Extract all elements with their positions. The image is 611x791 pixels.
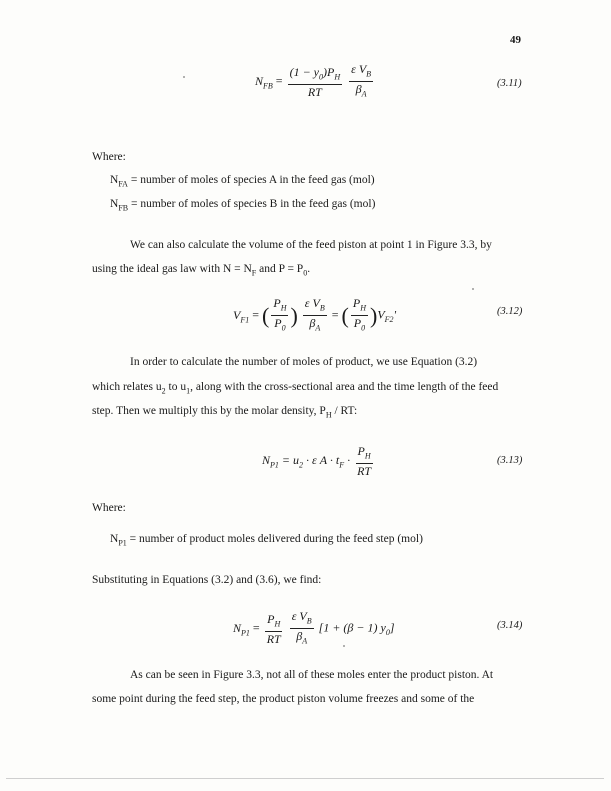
where-label-2: Where: xyxy=(92,502,126,514)
paragraph-3: Substituting in Equations (3.2) and (3.6), we find: xyxy=(92,574,322,586)
paragraph-2-line-3: step. Then we multiply this by the molar density, $P_H$ / RT: xyxy=(92,405,358,420)
equation-3-11: $N_{FB}$ = $\frac{(1 - y_0)P_H}{RT}$ $\frac{\varepsilon V_B}{\beta_A}$ xyxy=(255,62,375,102)
equation-label-3-12: (3.12) xyxy=(497,306,523,317)
scan-speck xyxy=(343,645,345,647)
eq-fraction-2: $\frac{\varepsilon V_B}{\beta_A}$ xyxy=(351,62,372,99)
scan-speck xyxy=(183,76,185,78)
equation-label-3-13: (3.13) xyxy=(497,455,523,466)
paragraph-2-line-2: which relates $u_2$ to $u_1$, along with the cross-sectional area and the time length of the feed xyxy=(92,381,499,396)
page-bottom-edge xyxy=(6,778,604,779)
equation-3-13: $N_{P1} = u_2 \cdot \varepsilon$ $A \cdot t_F$ · $\frac{P_H}{RT}$ xyxy=(262,444,372,479)
where-label-1: Where: xyxy=(92,151,126,163)
definition-np1: $N_{P1}$ = number of product moles delivered during the feed step (mol) xyxy=(110,533,423,548)
definition-nfb: $N_{FB}$ = number of moles of species B in the feed gas (mol) xyxy=(110,198,376,213)
definition-nfa: $N_{FA}$ = number of moles of species A in the feed gas (mol) xyxy=(110,174,375,189)
paragraph-4-line-1: As can be seen in Figure 3.3, not all of these moles enter the product piston. At xyxy=(130,669,494,681)
scan-speck xyxy=(472,288,474,290)
equation-3-12: $V_{F1}$ = ( $\frac{P_H}{P_0}$ ) $\frac{\varepsilon V_B}{\beta_A}$ = ( $\frac{P_H}{P_0}$ )$V_{F2}'$ xyxy=(233,296,397,333)
paragraph-2-line-1: In order to calculate the number of moles of product, we use Equation (3.2) xyxy=(130,356,478,368)
equation-label-3-14: (3.14) xyxy=(497,620,523,631)
eq-fraction-1: $\frac{(1 - y_0)P_H}{RT}$ xyxy=(289,64,341,100)
paragraph-1-line-1: We can also calculate the volume of the feed piston at point 1 in Figure 3.3, by xyxy=(130,239,492,251)
equation-label-3-11: (3.11) xyxy=(497,78,522,89)
page-number: 49 xyxy=(510,34,521,46)
eq-lhs: $N_{FB}$ xyxy=(255,73,273,91)
paragraph-4-line-2: some point during the feed step, the product piston volume freezes and some of the xyxy=(92,693,475,705)
equation-3-14: $N_{P1}$ = $\frac{P_H}{RT}$ $\frac{\varepsilon V_B}{\beta_A}$ [1 + (β − 1) $y_0$] xyxy=(233,609,395,647)
paragraph-1-line-2: using the ideal gas law with $N = N_F$ and $P = P_0$. xyxy=(92,263,311,278)
